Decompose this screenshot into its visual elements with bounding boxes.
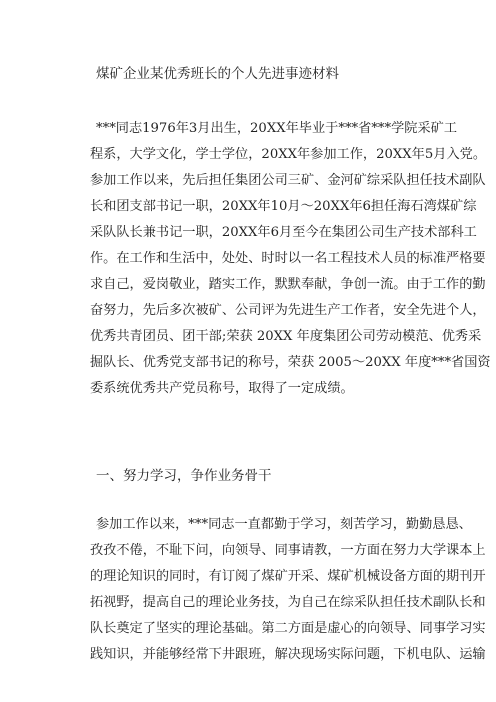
paragraph-line: 的理论知识的同时，有订阅了煤矿开采、煤矿机械设备方面的期刊开 xyxy=(90,569,486,584)
paragraph-line: 奋努力，先后多次被矿、公司评为先进生产工作者，安全先进个人， xyxy=(90,303,486,318)
document-title: 煤矿企业某优秀班长的个人先进事迹材料 xyxy=(96,66,339,82)
paragraph-line: 孜孜不倦，不耻下问，向领导、同事请教，一方面在努力大学课本上 xyxy=(90,543,486,558)
paragraph-line: 参加工作以来，先后担任集团公司三矿、金河矿综采队担任技术副队 xyxy=(90,173,486,188)
paragraph-line: 采队队长兼书记一职，20XX年6月至今在集团公司生产技术部科工 xyxy=(90,225,477,240)
paragraph-line: 践知识，并能够经常下井跟班，解决现场实际问题，下机电队、运输 xyxy=(90,647,486,662)
section-heading: 一、努力学习，争作业务骨干 xyxy=(96,468,272,484)
paragraph-line: 长和团支部书记一职，20XX年10月～20XX年6担任海石湾煤矿综 xyxy=(90,199,477,214)
paragraph-line: 作。在工作和生活中，处处、时时以一名工程技术人员的标准严格要 xyxy=(90,251,486,266)
paragraph-line: 参加工作以来，***同志一直都勤于学习，刻苦学习，勤勤恳恳、 xyxy=(96,517,472,532)
paragraph-line: 掘队长、优秀党支部书记的称号，荣获 2005～20XX 年度***省国资 xyxy=(90,355,491,370)
paragraph-line: 队长奠定了坚实的理论基础。第二方面是虚心的向领导、同事学习实 xyxy=(90,621,486,636)
paragraph-line: 程系，大学文化，学士学位，20XX年参加工作，20XX年5月入党。 xyxy=(90,147,487,162)
paragraph-line: 委系统优秀共产党员称号，取得了一定成绩。 xyxy=(90,381,354,396)
paragraph-line: 拓视野，提高自己的理论业务技，为自己在综采队担任技术副队长和 xyxy=(90,595,486,610)
paragraph-line: 优秀共青团员、团干部;荣获 20XX 年度集团公司劳动模范、优秀采 xyxy=(90,329,482,344)
paragraph-line: 求自己，爱岗敬业，踏实工作，默默奉献，争创一流。由于工作的勤 xyxy=(90,277,486,292)
paragraph-line: ***同志1976年3月出生，20XX年毕业于***省***学院采矿工 xyxy=(96,121,458,136)
